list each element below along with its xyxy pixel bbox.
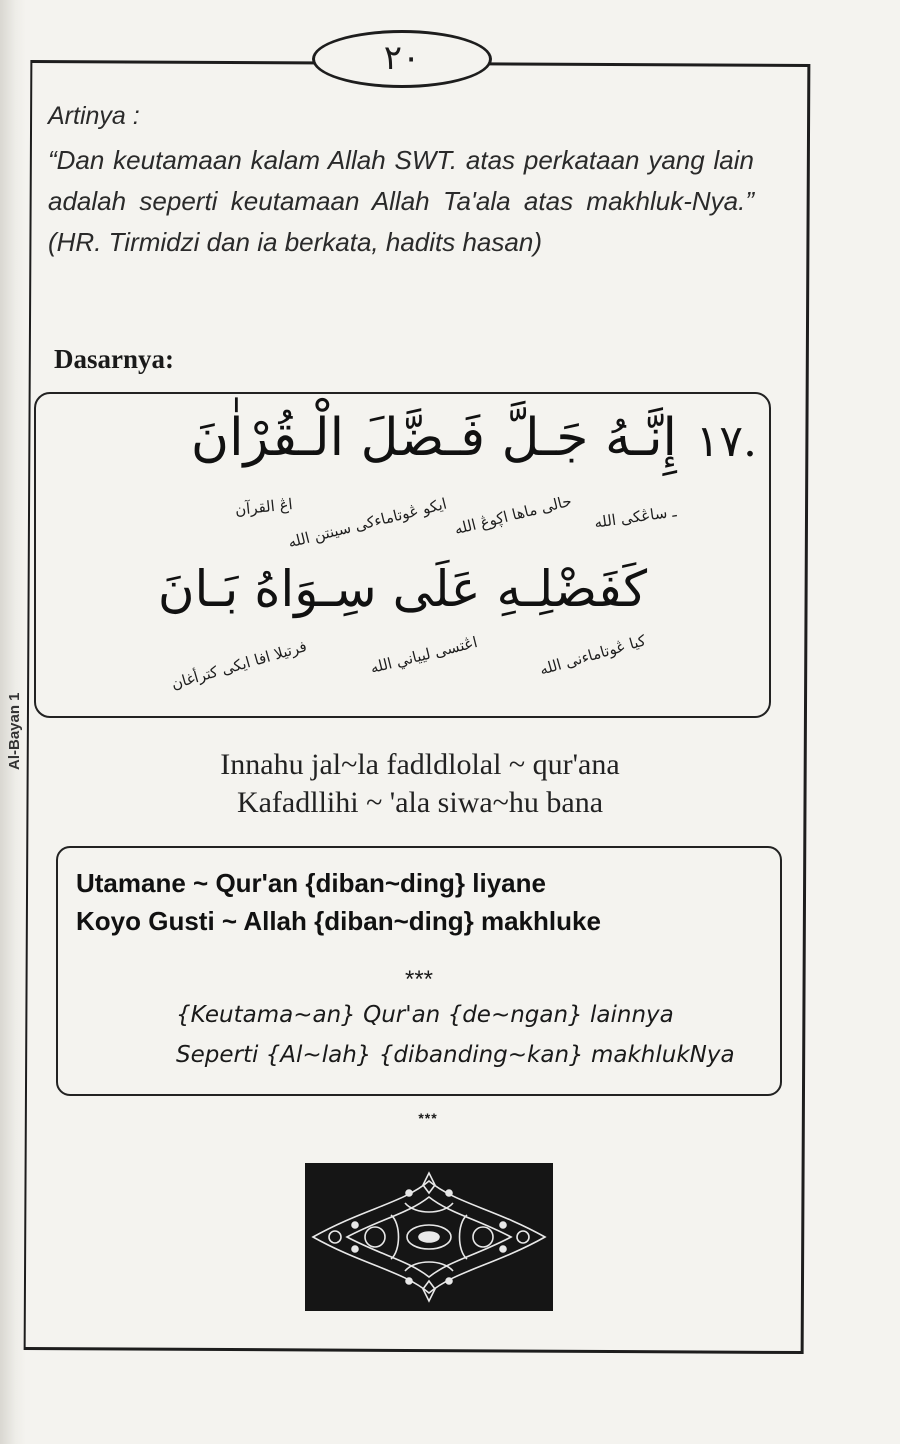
transliteration-line-1: Innahu jal~la fadldlolal ~ qur'ana	[220, 748, 620, 781]
artinya-label: Artinya :	[48, 102, 140, 130]
spine-label: Al-Bayan 1	[6, 692, 23, 770]
javanese-line-2: Koyo Gusti ~ Allah {diban~ding} makhluke	[76, 906, 601, 936]
arabic-verse-box	[34, 392, 771, 718]
javanese-line-1: Utamane ~ Qur'an {diban~ding} liyane	[76, 868, 546, 898]
gloss-2: حالى ماها اڮوڠ الله	[452, 491, 574, 539]
gloss-6: اڠتسى ليياني الله	[368, 632, 480, 678]
translation-box	[56, 846, 782, 1096]
indonesian-line-1: {Keutama~an} Qur'an {de~ngan} lainnya	[176, 1002, 674, 1028]
arabesque-ornament-icon	[305, 1163, 553, 1311]
page-number: ٢٠	[312, 30, 492, 88]
indonesian-line-2: Seperti {Al~lah} {dibanding~kan} makhlukNya	[176, 1042, 735, 1068]
transliteration-line-2: Kafadllihi ~ 'ala siwa~hu bana	[236, 786, 604, 819]
gloss-3: ايكو ڠوتاماءكى سينتن الله	[286, 494, 449, 552]
arabic-line-2: كَفَضْلِـهِ عَلَى سِـوَاهُ بَـانَ	[157, 560, 647, 618]
gloss-7: فرتيلا افا ايكى كترأغان	[169, 637, 309, 693]
gloss-4: اڠ القرآن	[234, 495, 294, 519]
end-separator: ***	[418, 1110, 438, 1126]
artinya-text: “Dan keutamaan kalam Allah SWT. atas perkataan yang lain adalah seperti keutamaan Allah Ta'ala atas makhluk-Nya.” (HR. Tirmidzi dan ia berkata, hadits hasan)	[48, 145, 754, 257]
gloss-1: ـ ساڠكى الله	[593, 502, 678, 532]
separator-stars: ***	[404, 966, 434, 993]
gloss-5: كيا ڠوتاماءنى الله	[537, 631, 648, 679]
ornament-image	[305, 1163, 553, 1311]
arabic-line-1: إِنَّـهُ جَـلَّ فَـضَّلَ الْـقُرْاٰنَ	[190, 408, 677, 468]
dasarnya-heading: Dasarnya:	[54, 344, 174, 374]
verse-number: .١٧	[695, 416, 757, 467]
